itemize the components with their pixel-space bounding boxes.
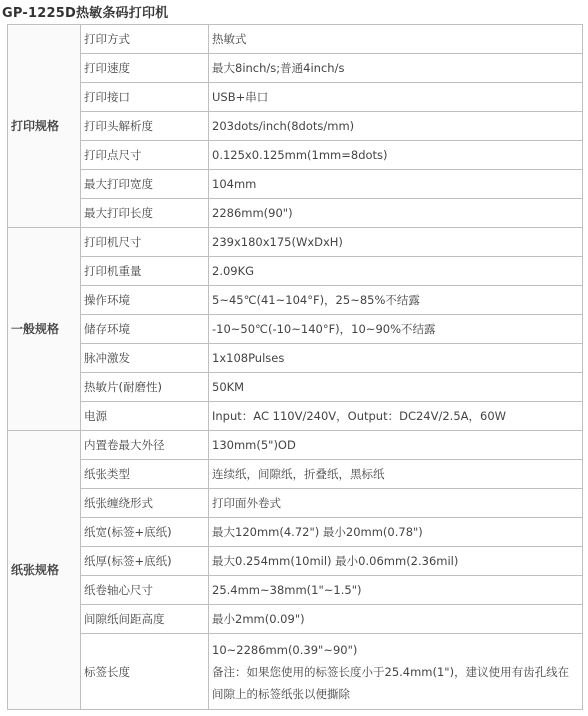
row-label: 纸厚(标签+底纸) — [81, 547, 209, 576]
row-value: 最大8inch/s;普通4inch/s — [209, 54, 583, 83]
table-row — [8, 547, 583, 576]
row-label: 打印机重量 — [81, 257, 209, 286]
row-value: 连续纸，间隙纸，折叠纸，黑标纸 — [209, 460, 583, 489]
row-label: 纸宽(标签+底纸) — [81, 518, 209, 547]
row-label: 纸张缠绕形式 — [81, 489, 209, 518]
row-value: 239x180x175(WxDxH) — [209, 228, 583, 257]
table-row — [8, 460, 583, 489]
group-label-general-specs: 一般规格 — [8, 228, 81, 431]
row-label: 打印头解析度 — [81, 112, 209, 141]
row-value: 2.09KG — [209, 257, 583, 286]
table-row — [8, 489, 583, 518]
page-title: GP-1225D热敏条码打印机 — [2, 6, 169, 21]
row-value: 203dots/inch(8dots/mm) — [209, 112, 583, 141]
row-value: 最大0.254mm(10mil) 最小0.06mm(2.36mil) — [209, 547, 583, 576]
table-row — [8, 228, 583, 257]
row-label: 打印方式 — [81, 25, 209, 54]
row-label: 热敏片(耐磨性) — [81, 373, 209, 402]
table-row — [8, 634, 583, 710]
row-value: 50KM — [209, 373, 583, 402]
row-label: 内置卷最大外径 — [81, 431, 209, 460]
row-label: 标签长度 — [81, 634, 209, 710]
row-label: 电源 — [81, 402, 209, 431]
table-row — [8, 170, 583, 199]
table-row — [8, 112, 583, 141]
row-value: Input：AC 110V/240V，Output：DC24V/2.5A，60W — [209, 402, 583, 431]
row-value: -10~50℃(-10~140°F)，10~90%不结露 — [209, 315, 583, 344]
row-label: 操作环境 — [81, 286, 209, 315]
row-value-multiline — [209, 634, 583, 710]
table-row — [8, 141, 583, 170]
table-row — [8, 518, 583, 547]
table-row — [8, 315, 583, 344]
table-row — [8, 286, 583, 315]
row-value: 130mm(5")OD — [209, 431, 583, 460]
table-row — [8, 373, 583, 402]
group-label-paper-specs: 纸张规格 — [8, 431, 81, 710]
row-value: 0.125x0.125mm(1mm=8dots) — [209, 141, 583, 170]
row-value: 2286mm(90") — [209, 199, 583, 228]
row-label: 纸张类型 — [81, 460, 209, 489]
row-label: 纸卷轴心尺寸 — [81, 576, 209, 605]
row-value: USB+串口 — [209, 83, 583, 112]
table-row — [8, 344, 583, 373]
row-value: 打印面外卷式 — [209, 489, 583, 518]
group-label-print-specs: 打印规格 — [8, 25, 81, 228]
row-value: 热敏式 — [209, 25, 583, 54]
row-label: 打印机尺寸 — [81, 228, 209, 257]
row-value: 104mm — [209, 170, 583, 199]
value-line-note: 间隙上的标签纸张以便撕除 — [212, 686, 350, 701]
row-label: 储存环境 — [81, 315, 209, 344]
row-label: 打印速度 — [81, 54, 209, 83]
row-value: 最大120mm(4.72") 最小20mm(0.78") — [209, 518, 583, 547]
table-row — [8, 25, 583, 54]
table-row — [8, 431, 583, 460]
row-value: 5~45℃(41~104°F)，25~85%不结露 — [209, 286, 583, 315]
spec-table — [7, 24, 583, 710]
value-line: 10~2286mm(0.39"~90") — [212, 642, 358, 657]
row-value: 最小2mm(0.09") — [209, 605, 583, 634]
table-row — [8, 576, 583, 605]
table-row — [8, 257, 583, 286]
row-label: 最大打印宽度 — [81, 170, 209, 199]
table-row — [8, 605, 583, 634]
row-label: 最大打印长度 — [81, 199, 209, 228]
row-label: 脉冲激发 — [81, 344, 209, 373]
row-label: 间隙纸间距高度 — [81, 605, 209, 634]
row-value: 1x108Pulses — [209, 344, 583, 373]
table-row — [8, 402, 583, 431]
table-row — [8, 199, 583, 228]
row-label: 打印接口 — [81, 83, 209, 112]
value-line-note: 备注：如果您使用的标签长度小于25.4mm(1")，建议使用有齿孔线在 — [212, 664, 570, 679]
table-row — [8, 83, 583, 112]
table-row — [8, 54, 583, 83]
row-label: 打印点尺寸 — [81, 141, 209, 170]
row-value: 25.4mm~38mm(1"~1.5") — [209, 576, 583, 605]
